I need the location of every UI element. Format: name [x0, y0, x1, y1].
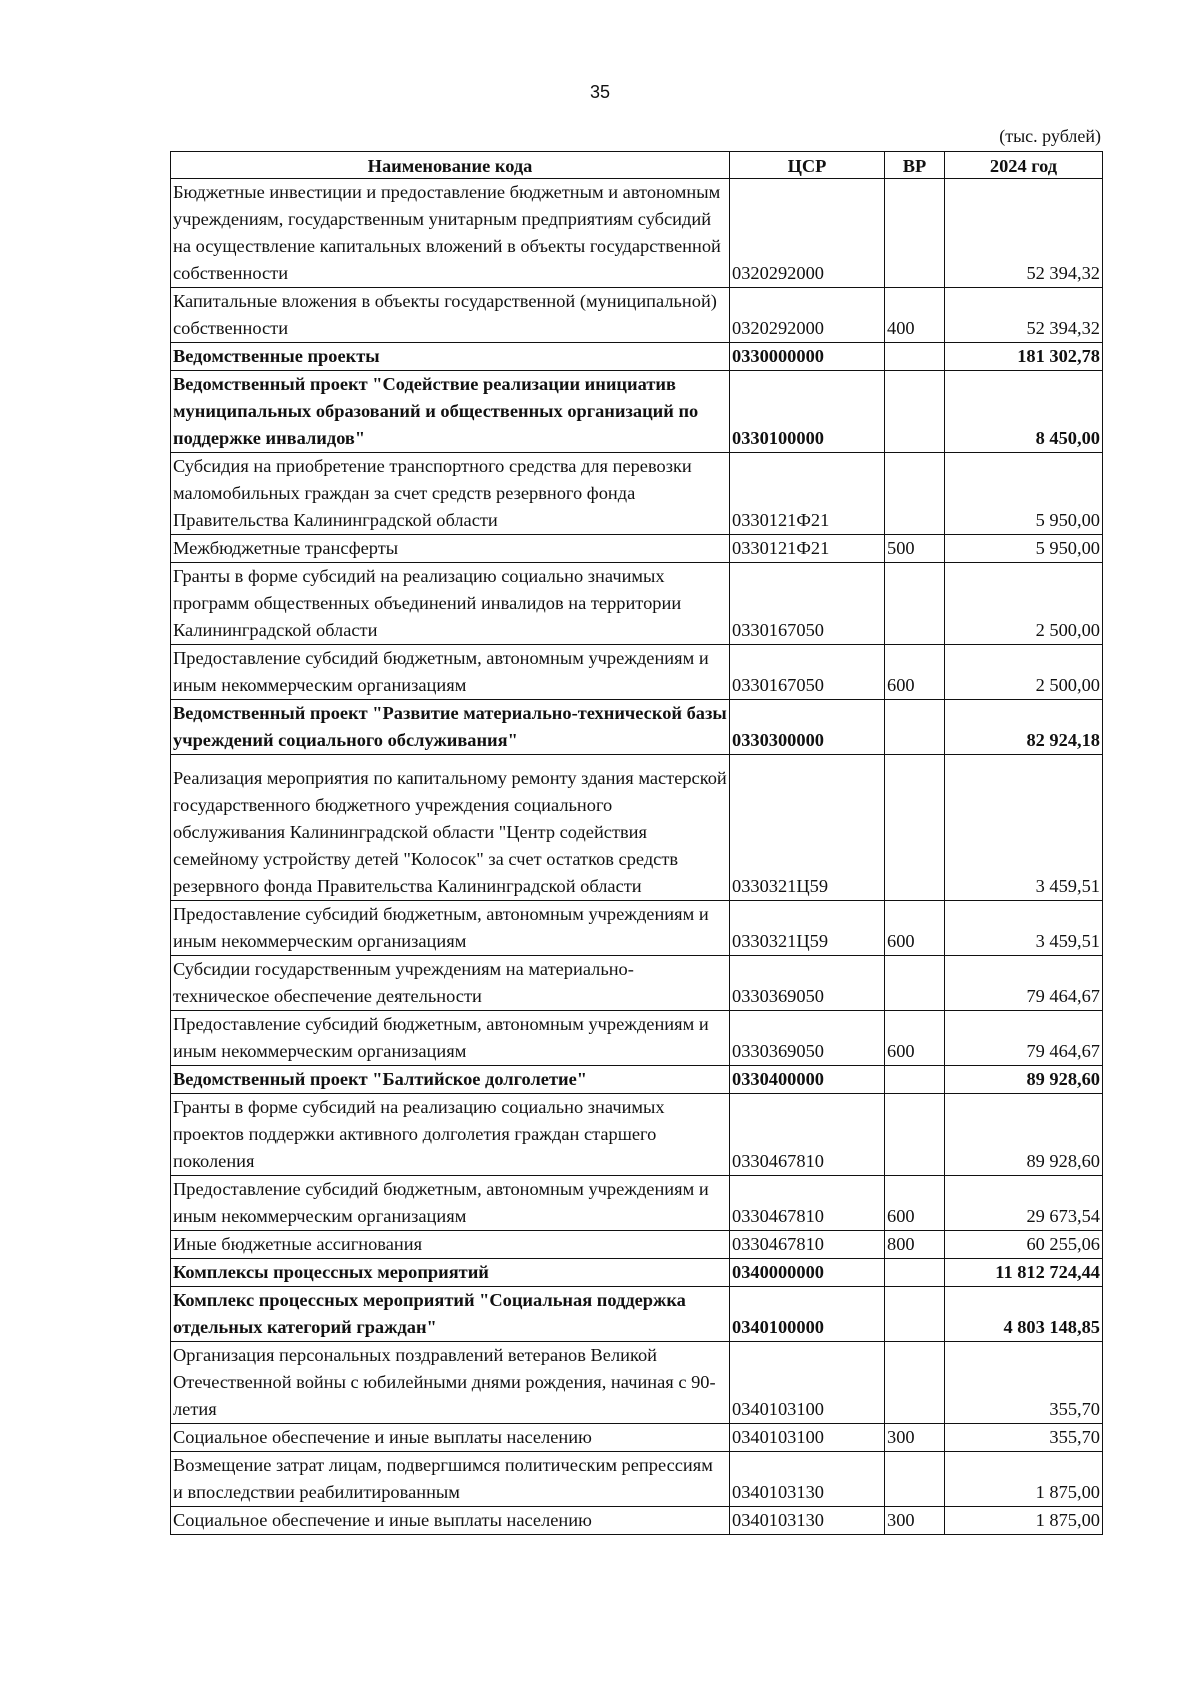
row-csr-cell: 0340000000 — [730, 1259, 885, 1287]
row-csr-cell: 0330321Ц59 — [730, 755, 885, 901]
row-amount-cell: 2 500,00 — [945, 645, 1103, 700]
row-name-cell: Социальное обеспечение и иные выплаты населению — [171, 1424, 730, 1452]
row-vr-cell: 400 — [885, 288, 945, 343]
row-name-cell: Ведомственные проекты — [171, 343, 730, 371]
row-csr-cell: 0330467810 — [730, 1231, 885, 1259]
row-csr-cell: 0330121Ф21 — [730, 535, 885, 563]
row-csr-cell: 0330121Ф21 — [730, 453, 885, 535]
header-csr: ЦСР — [730, 152, 885, 179]
row-amount-cell: 5 950,00 — [945, 535, 1103, 563]
budget-table — [170, 151, 1103, 1535]
row-name-cell: Субсидия на приобретение транспортного средства для перевозки маломобильных граждан за счет средств резервного фонда Правительства Калининградской области — [171, 453, 730, 535]
row-name-cell: Предоставление субсидий бюджетным, автономным учреждениям и иным некоммерческим организациям — [171, 1176, 730, 1231]
row-vr-cell — [885, 343, 945, 371]
row-amount-cell: 181 302,78 — [945, 343, 1103, 371]
table-header-row — [171, 152, 1103, 179]
row-vr-cell — [885, 179, 945, 288]
row-csr-cell: 0330369050 — [730, 1011, 885, 1066]
row-amount-cell: 8 450,00 — [945, 371, 1103, 453]
row-name-cell: Гранты в форме субсидий на реализацию социально значимых программ общественных объединений инвалидов на территории Калининградской области — [171, 563, 730, 645]
row-amount-cell: 52 394,32 — [945, 288, 1103, 343]
table-row — [171, 343, 1103, 371]
table-body — [171, 179, 1103, 1535]
row-csr-cell: 0330321Ц59 — [730, 901, 885, 956]
row-csr-cell: 0330467810 — [730, 1094, 885, 1176]
row-name-cell: Комплексы процессных мероприятий — [171, 1259, 730, 1287]
header-vr: ВР — [885, 152, 945, 179]
table-row — [171, 1094, 1103, 1176]
row-amount-cell: 5 950,00 — [945, 453, 1103, 535]
row-amount-cell: 3 459,51 — [945, 755, 1103, 901]
row-vr-cell: 600 — [885, 1176, 945, 1231]
row-amount-cell: 1 875,00 — [945, 1507, 1103, 1535]
row-csr-cell: 0330400000 — [730, 1066, 885, 1094]
row-amount-cell: 2 500,00 — [945, 563, 1103, 645]
table-row — [171, 901, 1103, 956]
row-csr-cell: 0340103130 — [730, 1507, 885, 1535]
table-row — [171, 453, 1103, 535]
row-name-cell: Ведомственный проект "Развитие материально-технической базы учреждений социального обслуживания" — [171, 700, 730, 755]
row-vr-cell — [885, 563, 945, 645]
row-csr-cell: 0340103130 — [730, 1452, 885, 1507]
row-csr-cell: 0330167050 — [730, 645, 885, 700]
row-amount-cell: 11 812 724,44 — [945, 1259, 1103, 1287]
row-vr-cell: 600 — [885, 645, 945, 700]
row-csr-cell: 0330000000 — [730, 343, 885, 371]
table-row — [171, 956, 1103, 1011]
table-row — [171, 1259, 1103, 1287]
row-vr-cell — [885, 1066, 945, 1094]
row-amount-cell: 1 875,00 — [945, 1452, 1103, 1507]
header-name: Наименование кода — [171, 152, 730, 179]
row-vr-cell — [885, 700, 945, 755]
row-name-cell: Субсидии государственным учреждениям на материально-техническое обеспечение деятельности — [171, 956, 730, 1011]
row-name-cell: Возмещение затрат лицам, подвергшимся политическим репрессиям и впоследствии реабилитированным — [171, 1452, 730, 1507]
row-amount-cell: 89 928,60 — [945, 1094, 1103, 1176]
table-row — [171, 755, 1103, 901]
row-name-cell: Реализация мероприятия по капитальному ремонту здания мастерской государственного бюджетного учреждения социального обслуживания Калининградской области "Центр содействия семейному устройству детей "Колосок" за счет остатков средств резервного фонда Правительства Калининградской области — [171, 755, 730, 901]
row-name-cell: Иные бюджетные ассигнования — [171, 1231, 730, 1259]
row-name-cell: Бюджетные инвестиции и предоставление бюджетным и автономным учреждениям, государственным унитарным предприятиям субсидий на осуществление капитальных вложений в объекты государственной собственности — [171, 179, 730, 288]
row-name-cell: Социальное обеспечение и иные выплаты населению — [171, 1507, 730, 1535]
table-row — [171, 179, 1103, 288]
page-number: 35 — [589, 82, 611, 102]
row-csr-cell: 0340100000 — [730, 1287, 885, 1342]
row-vr-cell — [885, 1342, 945, 1424]
row-vr-cell — [885, 755, 945, 901]
row-vr-cell — [885, 1287, 945, 1342]
row-name-cell: Ведомственный проект "Содействие реализации инициатив муниципальных образований и общественных организаций по поддержке инвалидов" — [171, 371, 730, 453]
row-vr-cell: 600 — [885, 901, 945, 956]
table-row — [171, 1011, 1103, 1066]
row-csr-cell: 0330100000 — [730, 371, 885, 453]
row-amount-cell: 89 928,60 — [945, 1066, 1103, 1094]
row-amount-cell: 29 673,54 — [945, 1176, 1103, 1231]
table-row — [171, 1231, 1103, 1259]
table-row — [171, 1424, 1103, 1452]
row-csr-cell: 0330167050 — [730, 563, 885, 645]
row-name-cell: Комплекс процессных мероприятий "Социальная поддержка отдельных категорий граждан" — [171, 1287, 730, 1342]
row-vr-cell — [885, 1094, 945, 1176]
table-row — [171, 700, 1103, 755]
row-csr-cell: 0320292000 — [730, 179, 885, 288]
units-note: (тыс. рублей) — [999, 126, 1101, 146]
table-row — [171, 288, 1103, 343]
row-amount-cell: 79 464,67 — [945, 956, 1103, 1011]
row-amount-cell: 52 394,32 — [945, 179, 1103, 288]
table-row — [171, 563, 1103, 645]
row-vr-cell: 300 — [885, 1507, 945, 1535]
table-row — [171, 1342, 1103, 1424]
row-amount-cell: 82 924,18 — [945, 700, 1103, 755]
row-name-cell: Предоставление субсидий бюджетным, автономным учреждениям и иным некоммерческим организациям — [171, 901, 730, 956]
table-row — [171, 1452, 1103, 1507]
row-amount-cell: 79 464,67 — [945, 1011, 1103, 1066]
table-row — [171, 1176, 1103, 1231]
row-name-cell: Ведомственный проект "Балтийское долголетие" — [171, 1066, 730, 1094]
row-csr-cell: 0330300000 — [730, 700, 885, 755]
row-name-cell: Межбюджетные трансферты — [171, 535, 730, 563]
row-csr-cell: 0320292000 — [730, 288, 885, 343]
table-row — [171, 371, 1103, 453]
row-csr-cell: 0330369050 — [730, 956, 885, 1011]
row-amount-cell: 3 459,51 — [945, 901, 1103, 956]
row-vr-cell — [885, 1259, 945, 1287]
table-row — [171, 535, 1103, 563]
row-vr-cell: 300 — [885, 1424, 945, 1452]
row-amount-cell: 60 255,06 — [945, 1231, 1103, 1259]
row-csr-cell: 0340103100 — [730, 1424, 885, 1452]
row-vr-cell: 500 — [885, 535, 945, 563]
row-name-cell: Предоставление субсидий бюджетным, автономным учреждениям и иным некоммерческим организациям — [171, 1011, 730, 1066]
row-amount-cell: 4 803 148,85 — [945, 1287, 1103, 1342]
row-vr-cell — [885, 371, 945, 453]
row-amount-cell: 355,70 — [945, 1342, 1103, 1424]
row-vr-cell — [885, 453, 945, 535]
row-amount-cell: 355,70 — [945, 1424, 1103, 1452]
table-row — [171, 1287, 1103, 1342]
row-name-cell: Капитальные вложения в объекты государственной (муниципальной) собственности — [171, 288, 730, 343]
row-vr-cell — [885, 1452, 945, 1507]
row-csr-cell: 0330467810 — [730, 1176, 885, 1231]
row-vr-cell: 800 — [885, 1231, 945, 1259]
row-vr-cell — [885, 956, 945, 1011]
row-name-cell: Гранты в форме субсидий на реализацию социально значимых проектов поддержки активного долголетия граждан старшего поколения — [171, 1094, 730, 1176]
row-name-cell: Предоставление субсидий бюджетным, автономным учреждениям и иным некоммерческим организациям — [171, 645, 730, 700]
row-name-cell: Организация персональных поздравлений ветеранов Великой Отечественной войны с юбилейными днями рождения, начиная с 90-летия — [171, 1342, 730, 1424]
table-row — [171, 1507, 1103, 1535]
row-vr-cell: 600 — [885, 1011, 945, 1066]
table-row — [171, 645, 1103, 700]
row-csr-cell: 0340103100 — [730, 1342, 885, 1424]
table-row — [171, 1066, 1103, 1094]
header-year: 2024 год — [945, 152, 1103, 179]
